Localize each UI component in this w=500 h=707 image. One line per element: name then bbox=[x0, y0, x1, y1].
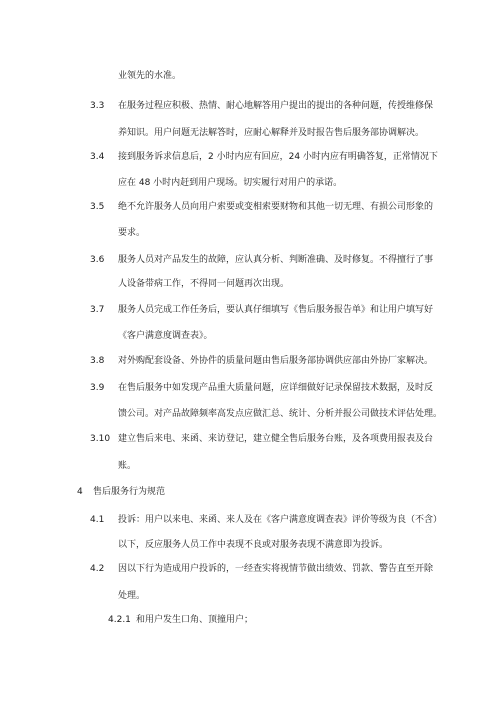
section-text: 《客户满意度调查表》。 bbox=[118, 331, 213, 341]
section-text: 以下，反应服务人员工作中表现不良或对服务表现不满意即为投诉。 bbox=[118, 540, 389, 550]
section-text: 在服务过程应积极、热情、耐心地解答用户提出的提出的各种问题，传授维修保 bbox=[118, 101, 434, 111]
section-number: 4.1 bbox=[90, 515, 105, 525]
section-text: 馈公司。对产品故障频率高发点应做汇总、统计、分析并报公司做技术评估处理。 bbox=[118, 409, 443, 419]
section-text: 投诉：用户以来电、来函、来人及在《客户满意度调查表》评价等级为良（不含） bbox=[118, 515, 443, 525]
section-text: 应在 48 小时内赶到用户现场。切实履行对用户的承诺。 bbox=[118, 178, 343, 188]
subsection-text: 和用户发生口角、顶撞用户； bbox=[136, 615, 254, 625]
section-text: 人设备带病工作，不得同一问题再次出现。 bbox=[118, 279, 290, 289]
chapter-title: 售后服务行为规范 bbox=[93, 487, 166, 497]
section-number: 3.10 bbox=[90, 434, 111, 444]
section-text: 服务人员对产品发生的故障，应认真分析、判断准确、及时修复。不得擅行了事 bbox=[118, 255, 434, 265]
section-text: 在售后服务中如发现产品重大质量问题，应详细做好记录保留技术数据，及时反 bbox=[118, 383, 434, 393]
section-text: 服务人员完成工作任务后，要认真仔细填写《售后服务报告单》和让用户填写好 bbox=[118, 305, 434, 315]
section-text: 建立售后来电、来函、来访登记，建立健全售后服务台账，及各项费用报表及台 bbox=[118, 434, 434, 444]
section-text: 因以下行为造成用户投诉的，一经查实将视情节做出绩效、罚款、警告直至开除 bbox=[118, 564, 434, 574]
section-text: 绝不允许服务人员向用户索要或变相索要财物和其他一切无理、有损公司形象的 bbox=[118, 202, 434, 212]
section-number: 3.3 bbox=[90, 101, 105, 111]
intro-text: 业领先的水准。 bbox=[118, 71, 182, 81]
section-number: 3.7 bbox=[90, 305, 105, 315]
section-number: 3.4 bbox=[90, 152, 105, 162]
section-number: 4.2 bbox=[90, 564, 105, 574]
section-text: 处理。 bbox=[118, 591, 146, 601]
section-number: 3.6 bbox=[90, 255, 105, 265]
chapter-number: 4 bbox=[77, 487, 83, 497]
section-text: 接到服务诉求信息后，2 小时内应有回应，24 小时内应有明确答复，正常情况下 bbox=[118, 152, 438, 162]
section-number: 3.5 bbox=[90, 202, 105, 212]
subsection-number: 4.2.1 bbox=[108, 615, 131, 625]
section-text: 养知识。用户问题无法解答时，应耐心解释并及时报告售后服务部协调解决。 bbox=[118, 128, 425, 138]
section-text: 要求。 bbox=[118, 228, 146, 238]
section-number: 3.8 bbox=[90, 356, 105, 366]
section-text: 对外购配套设备、外协件的质量问题由售后服务部协调供应部由外协厂家解决。 bbox=[118, 356, 434, 366]
section-text: 账。 bbox=[118, 461, 137, 471]
section-number: 3.9 bbox=[90, 383, 105, 393]
